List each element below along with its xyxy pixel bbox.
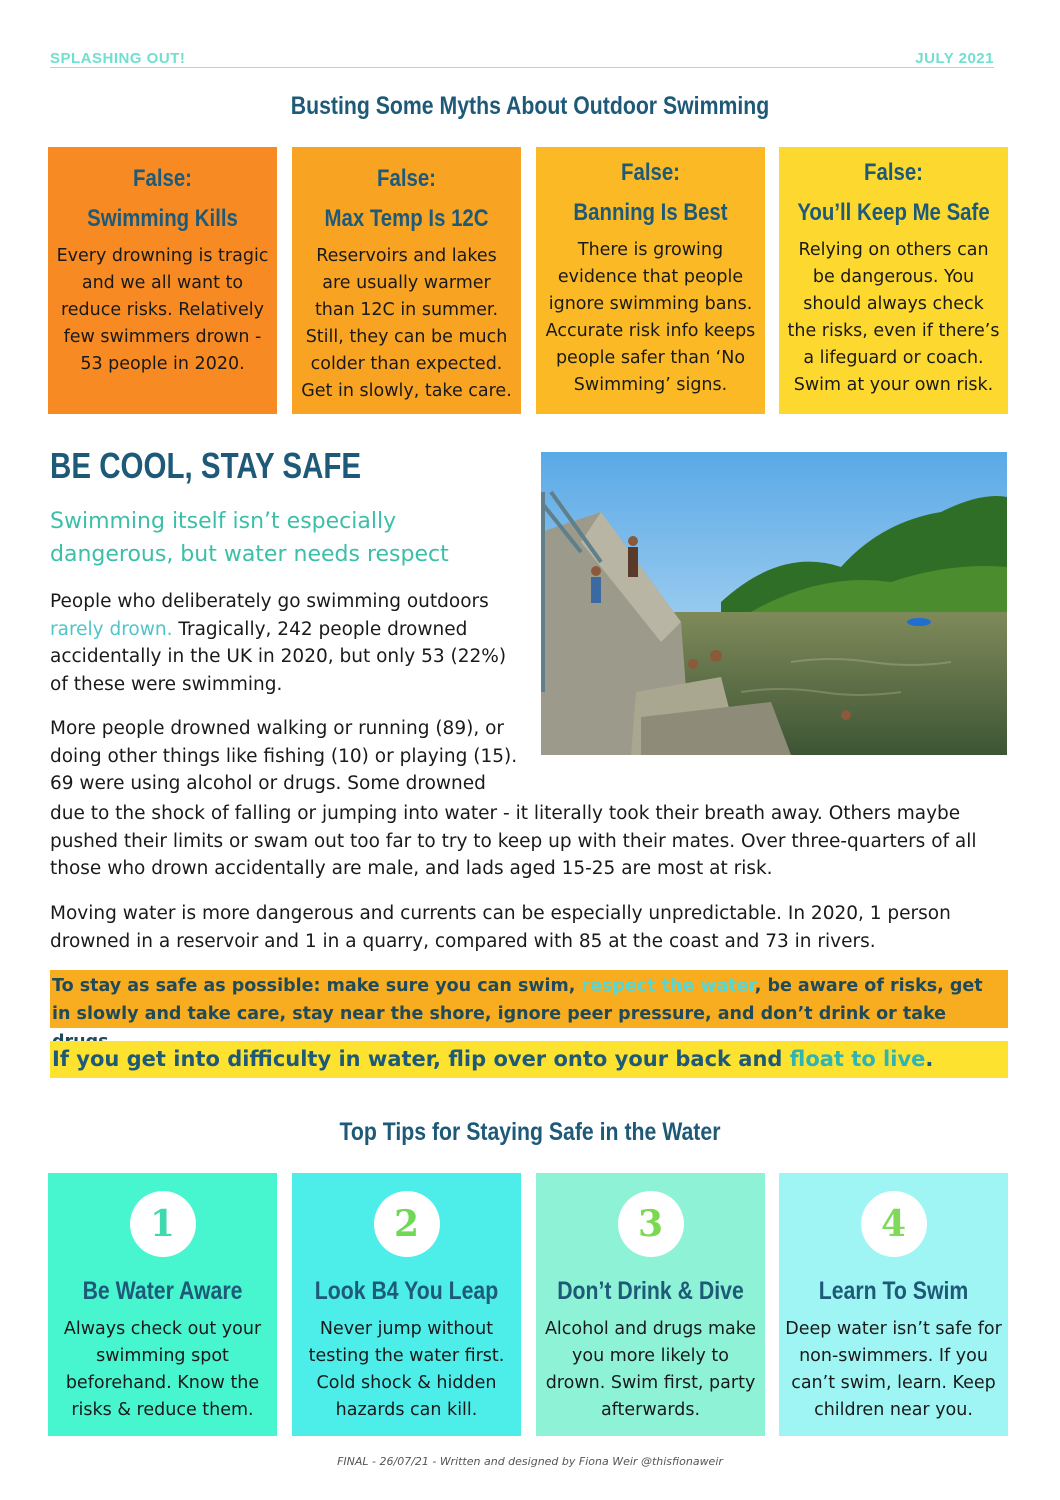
float-text-a: If you get into difficulty in water, flip over onto your back and bbox=[52, 1047, 783, 1071]
tip-number: 3 bbox=[637, 1203, 664, 1245]
paragraph-1-text-b: Tragically, 242 people drowned accidentally in the UK in 2020, but only 53 (22%) of these were swimming. bbox=[50, 618, 507, 695]
tip-card bbox=[779, 1173, 1008, 1436]
tip-card bbox=[536, 1173, 765, 1436]
tip-card bbox=[292, 1173, 521, 1436]
tip-heading: Look B4 You Leap bbox=[314, 1277, 499, 1305]
paragraph-2-part-2: due to the shock of falling or jumping into water - it literally took their breath away. Others maybe pushed their limits or swam out too far to try to keep up with their mates. Over three-quarters of all those who drown accidentally are male, and lads aged 15-25 are most at risk. bbox=[50, 803, 977, 879]
myth-heading: Swimming Kills bbox=[87, 205, 238, 232]
tip-text: Never jump without testing the water first. Cold shock & hidden hazards can kill. bbox=[308, 1319, 505, 1420]
myth-text: Every drowning is tragic and we all want to reduce risks. Relatively few swimmers drown - 53 people in 2020. bbox=[56, 246, 269, 374]
paragraph-1 bbox=[50, 588, 520, 698]
paragraph-1-text-a: People who deliberately go swimming outdoors bbox=[50, 591, 489, 612]
float-to-live-link[interactable]: float to live bbox=[789, 1047, 926, 1071]
safety-highlight bbox=[50, 970, 1008, 1028]
tip-text: Always check out your swimming spot beforehand. Know the risks & reduce them. bbox=[63, 1319, 262, 1420]
tip-number-badge bbox=[861, 1191, 927, 1257]
paragraph-3: Moving water is more dangerous and currents can be especially unpredictable. In 2020, 1 person drowned in a reservoir and 1 in a quarry, compared with 85 at the coast and 73 in rivers. bbox=[50, 903, 951, 952]
safety-highlight-text-a: To stay as safe as possible: make sure you can swim, bbox=[52, 976, 576, 996]
myth-label: False: bbox=[377, 165, 436, 192]
tip-number: 4 bbox=[880, 1203, 907, 1245]
float-text-b: . bbox=[925, 1047, 934, 1071]
myth-card bbox=[779, 147, 1008, 414]
myth-text: Reservoirs and lakes are usually warmer than 12C in summer. Still, they can be much colder than expected. Get in slowly, take care. bbox=[301, 246, 512, 401]
myth-card bbox=[536, 147, 765, 414]
tip-number-badge bbox=[130, 1191, 196, 1257]
footer-credit: FINAL - 26/07/21 - Written and designed by Fiona Weir @thisfionaweir bbox=[337, 1455, 723, 1468]
paragraph-2-part-1: More people drowned walking or running (89), or doing other things like fishing (10) or playing (15). 69 were using alcohol or drugs. Some drowned bbox=[50, 718, 518, 794]
article-title: BE COOL, STAY SAFE bbox=[50, 445, 362, 486]
tip-number-badge bbox=[374, 1191, 440, 1257]
tips-title: Top Tips for Staying Safe in the Water bbox=[339, 1118, 721, 1146]
rarely-drown-link[interactable]: rarely drown. bbox=[50, 618, 173, 640]
myth-text: Relying on others can be dangerous. You should always check the risks, even if there’s a lifeguard or coach. Swim at your own risk. bbox=[787, 240, 1000, 395]
myth-label: False: bbox=[133, 165, 192, 192]
tip-number: 1 bbox=[149, 1203, 176, 1245]
issue-date: JULY 2021 bbox=[915, 50, 994, 67]
article-subtitle: Swimming itself isn’t especially dangerous, but water needs respect bbox=[50, 509, 449, 567]
float-to-live-highlight bbox=[50, 1041, 1008, 1078]
tip-text: Deep water isn’t safe for non-swimmers. If you can’t swim, learn. Keep children near you. bbox=[785, 1319, 1002, 1420]
myth-text: There is growing evidence that people ignore swimming bans. Accurate risk info keeps people safer than ‘No Swimming’ signs. bbox=[545, 240, 756, 395]
myths-title: Busting Some Myths About Outdoor Swimming bbox=[290, 92, 770, 120]
tip-number-badge bbox=[618, 1191, 684, 1257]
myth-card bbox=[48, 147, 277, 414]
swimmers-photo bbox=[541, 452, 1007, 755]
tip-card bbox=[48, 1173, 277, 1436]
header-divider bbox=[50, 67, 994, 68]
myth-heading: Max Temp Is 12C bbox=[324, 205, 489, 232]
newsletter-name: SPLASHING OUT! bbox=[50, 50, 186, 67]
myth-label: False: bbox=[864, 159, 923, 186]
tip-number: 2 bbox=[393, 1203, 420, 1245]
tip-heading: Be Water Aware bbox=[82, 1277, 243, 1305]
tip-text: Alcohol and drugs make you more likely to drown. Swim first, party afterwards. bbox=[544, 1319, 757, 1420]
respect-the-water-link[interactable]: respect the water bbox=[581, 976, 755, 996]
safety-highlight-text-b: , be aware of risks, get in slowly and take care, stay near the shore, ignore peer pressure, and don’t drink or take bbox=[52, 976, 983, 1024]
myth-card bbox=[292, 147, 521, 414]
tip-heading: Learn To Swim bbox=[818, 1277, 969, 1305]
myth-heading: You’ll Keep Me Safe bbox=[797, 199, 990, 226]
tip-heading: Don’t Drink & Dive bbox=[557, 1277, 744, 1305]
myth-label: False: bbox=[621, 159, 680, 186]
myth-heading: Banning Is Best bbox=[573, 199, 728, 226]
